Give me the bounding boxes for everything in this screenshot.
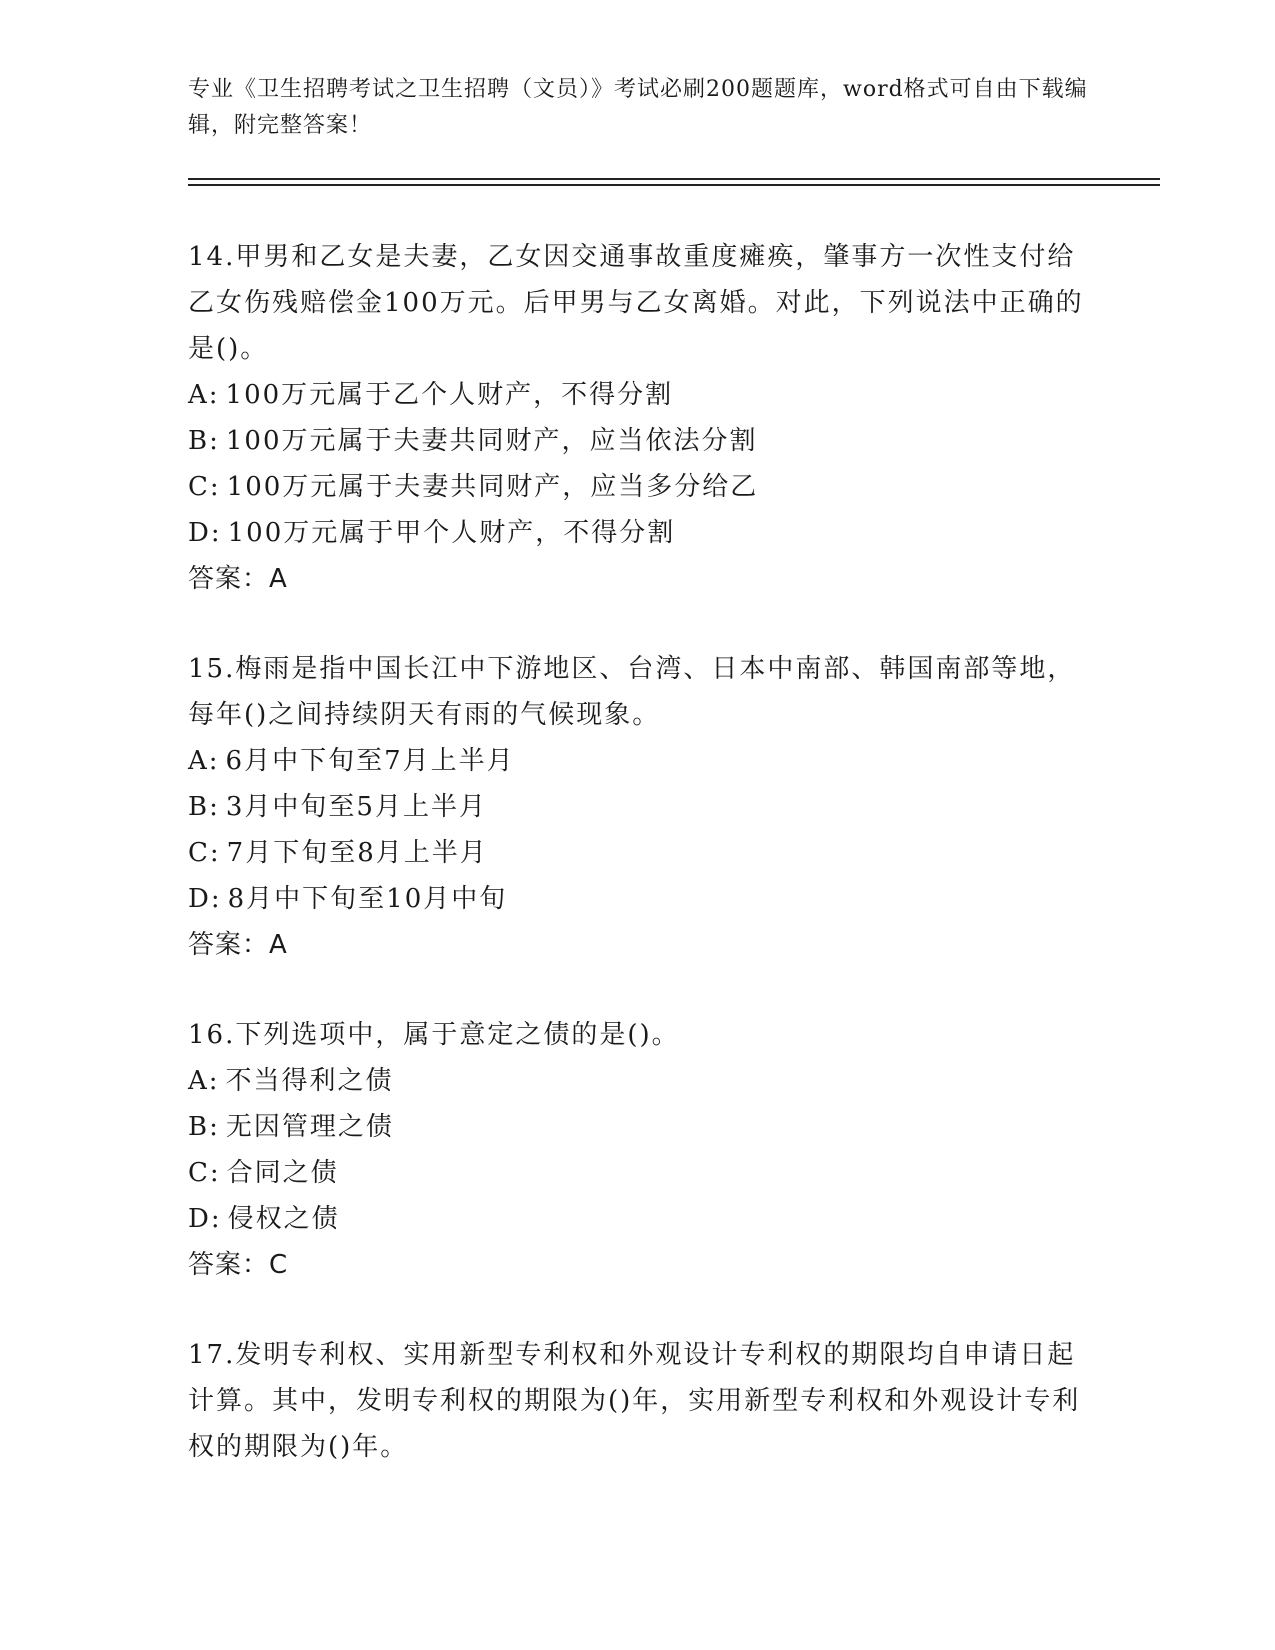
- option-c: [188, 1150, 1088, 1196]
- document-header: [188, 72, 1088, 144]
- option-a: [188, 1058, 1088, 1104]
- question-number: 15.: [188, 654, 236, 684]
- option-letter: D:: [188, 1204, 222, 1234]
- option-letter: B:: [188, 792, 220, 822]
- option-letter: A:: [188, 746, 220, 776]
- option-text: 侵权之债: [227, 1204, 340, 1234]
- question-16: [188, 1012, 1088, 1288]
- option-b: [188, 418, 1088, 464]
- question-number: 17.: [188, 1340, 236, 1370]
- option-letter: A:: [188, 380, 220, 410]
- option-d: [188, 1196, 1088, 1242]
- question-text: [188, 234, 1088, 372]
- option-text: 100万元属于乙个人财产，不得分割: [225, 380, 674, 410]
- option-letter: B:: [188, 426, 220, 456]
- question-number: 14.: [188, 242, 236, 272]
- question-text: [188, 1332, 1088, 1470]
- option-letter: C:: [188, 472, 221, 502]
- option-text: 不当得利之债: [225, 1066, 394, 1096]
- question-body: 甲男和乙女是夫妻，乙女因交通事故重度瘫痪，肇事方一次性支付给乙女伤残赔偿金100万元。后甲男与乙女离婚。对此，下列说法中正确的是()。: [188, 242, 1084, 364]
- option-letter: C:: [188, 1158, 221, 1188]
- answer-line: 答案：A: [188, 564, 288, 594]
- question-15: [188, 646, 1088, 968]
- answer-line: 答案：A: [188, 930, 288, 960]
- option-text: 100万元属于甲个人财产，不得分割: [227, 518, 676, 548]
- option-text: 8月中下旬至10月中旬: [227, 884, 508, 914]
- option-letter: C:: [188, 838, 221, 868]
- question-14: [188, 234, 1088, 602]
- option-text: 6月中下旬至7月上半月: [225, 746, 515, 776]
- option-a: [188, 738, 1088, 784]
- question-text: [188, 646, 1088, 738]
- option-text: 100万元属于夫妻共同财产，应当多分给乙: [226, 472, 759, 502]
- option-letter: A:: [188, 1066, 220, 1096]
- question-body: 发明专利权、实用新型专利权和外观设计专利权的期限均自申请日起计算。其中，发明专利权的期限为()年，实用新型专利权和外观设计专利权的期限为()年。: [188, 1340, 1081, 1462]
- answer-line: 答案：C: [188, 1250, 289, 1280]
- option-b: [188, 784, 1088, 830]
- option-text: 7月下旬至8月上半月: [226, 838, 488, 868]
- option-text: 3月中旬至5月上半月: [225, 792, 487, 822]
- question-body: 下列选项中，属于意定之债的是()。: [235, 1020, 680, 1050]
- option-letter: D:: [188, 884, 222, 914]
- option-letter: D:: [188, 518, 222, 548]
- option-text: 100万元属于夫妻共同财产，应当依法分割: [225, 426, 758, 456]
- question-body: 梅雨是指中国长江中下游地区、台湾、日本中南部、韩国南部等地，每年()之间持续阴天有雨的气候现象。: [188, 654, 1076, 730]
- option-b: [188, 1104, 1088, 1150]
- header-divider-bottom: [188, 184, 1160, 186]
- question-17: [188, 1332, 1088, 1470]
- option-text: 合同之债: [226, 1158, 339, 1188]
- option-d: [188, 510, 1088, 556]
- question-list: [188, 234, 1088, 1514]
- option-c: [188, 830, 1088, 876]
- header-title: 专业《卫生招聘考试之卫生招聘（文员）》考试必刷200题题库，word格式可自由下载编辑，附完整答案！: [188, 77, 1088, 138]
- option-letter: B:: [188, 1112, 220, 1142]
- option-c: [188, 464, 1088, 510]
- option-d: [188, 876, 1088, 922]
- question-number: 16.: [188, 1020, 236, 1050]
- option-a: [188, 372, 1088, 418]
- question-text: [188, 1012, 1088, 1058]
- option-text: 无因管理之债: [225, 1112, 394, 1142]
- header-divider-top: [188, 178, 1160, 180]
